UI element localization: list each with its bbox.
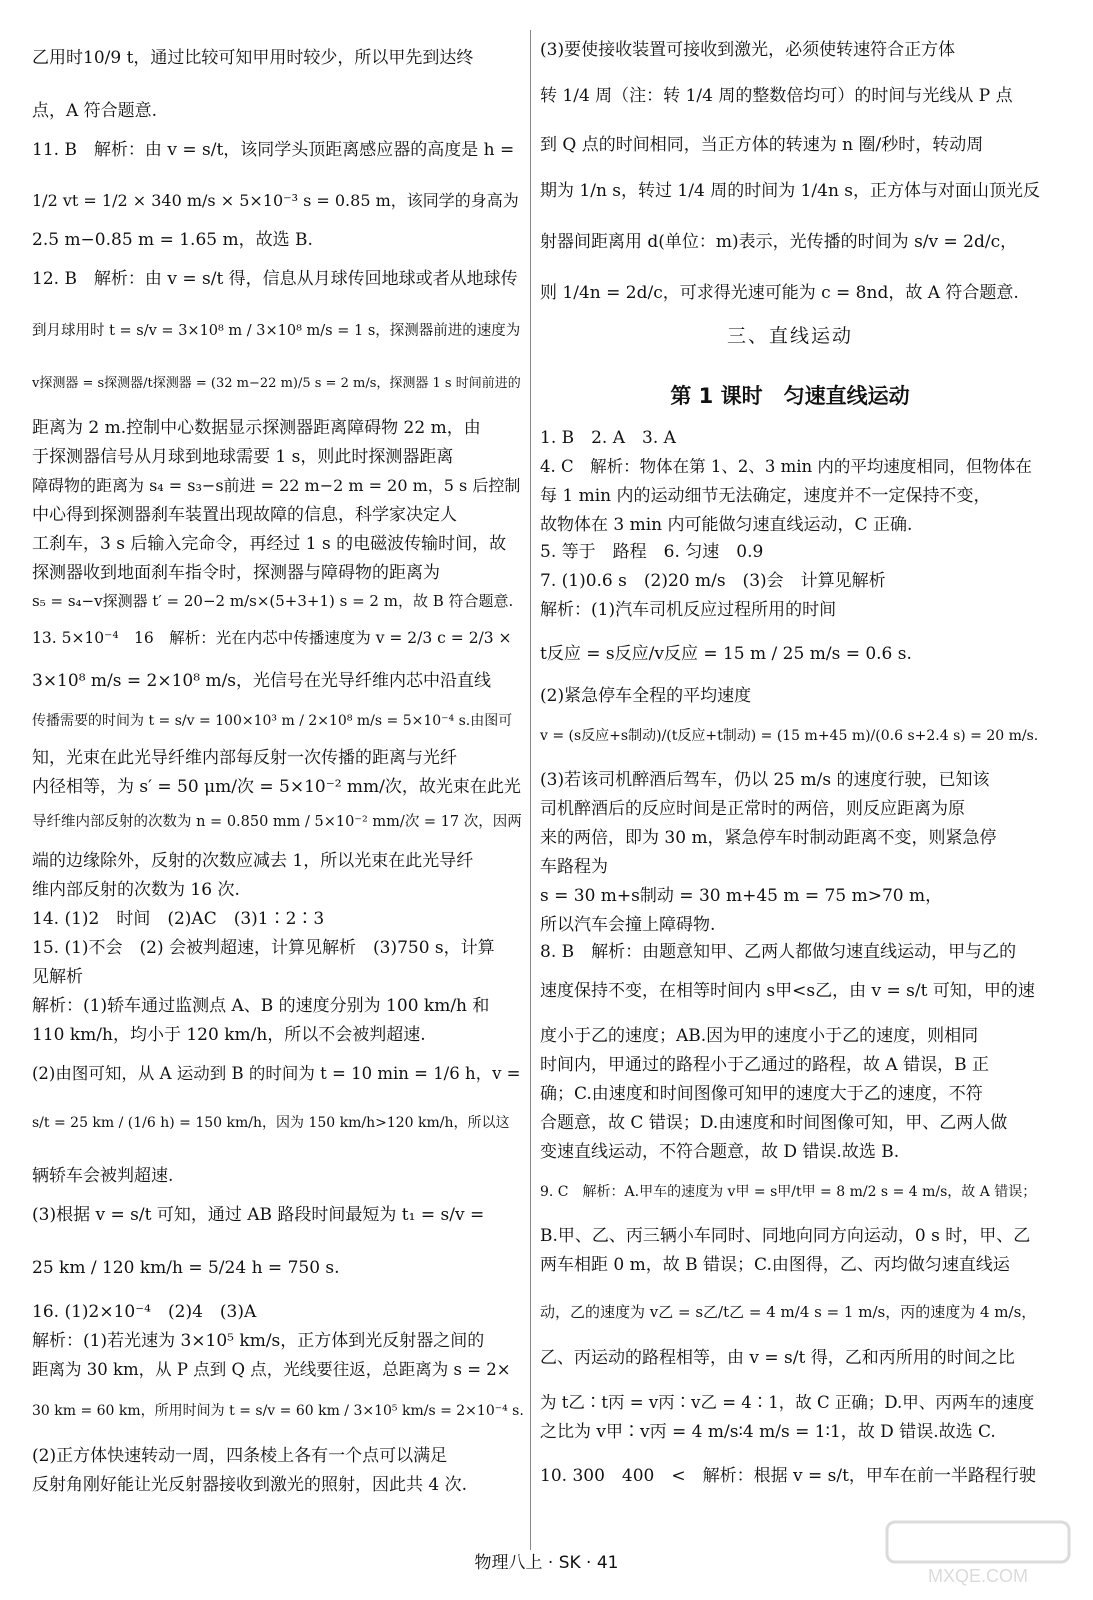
text-line: 度小于乙的速度；AB.因为甲的速度小于乙的速度，则相同	[540, 1026, 979, 1046]
section-title: 三、直线运动	[726, 325, 853, 347]
answer-item: 15. (1)不会 (2) 会被判超速，计算见解析 (3)750 s，计算	[32, 938, 495, 958]
text-line: 之比为 v甲∶v丙 = 4 m/s∶4 m/s = 1∶1，故 D 错误.故选 C.	[540, 1422, 996, 1442]
text-line: 维内部反射的次数为 16 次.	[32, 880, 240, 900]
answer-item: 8. B 解析：由题意知甲、乙两人都做匀速直线运动，甲与乙的	[540, 942, 1017, 962]
text-line: (2)正方体快速转动一周，四条棱上各有一个点可以满足	[32, 1446, 448, 1466]
text-line: 点，A 符合题意.	[32, 101, 158, 121]
text-line: 转 1/4 周（注：转 1/4 周的整数倍均可）的时间与光线从 P 点	[540, 86, 1013, 106]
text-line: (2)由图可知，从 A 运动到 B 的时间为 t = 10 min = 1/6 h，v =	[32, 1064, 521, 1083]
text-line: 故物体在 3 min 内可能做匀速直线运动，C 正确.	[540, 515, 913, 535]
text-line: s₅ = s₄−v探测器 t′ = 20−2 m/s×(5+3+1) s = 2 m，故 B 符合题意.	[32, 592, 514, 610]
text-line: 距离为 30 km，从 P 点到 Q 点，光线要往返，总距离为 s = 2×	[32, 1360, 511, 1379]
text-line: (3)若该司机醉酒后驾车，仍以 25 m/s 的速度行驶，已知该	[540, 770, 990, 790]
text-line: 25 km / 120 km/h = 5/24 h = 750 s.	[32, 1258, 340, 1278]
text-line: 反射角刚好能让光反射器接收到激光的照射，因此共 4 次.	[32, 1475, 468, 1495]
text-line: v = (s反应+s制动)/(t反应+t制动) = (15 m+45 m)/(0.6 s+2.4 s) = 20 m/s.	[540, 728, 1039, 744]
text-line: 3×10⁸ m/s = 2×10⁸ m/s，光信号在光导纤维内芯中沿直线	[32, 671, 492, 691]
text-line: 确；C.由速度和时间图像可知甲的速度大于乙的速度，不符	[540, 1084, 983, 1104]
text-line: 30 km = 60 km，所用时间为 t = s/v = 60 km / 3×10⁵ km/s = 2×10⁻⁴ s.	[32, 1403, 524, 1419]
text-line: 工刹车，3 s 后输入完命令，再经过 1 s 的电磁波传输时间，故	[32, 534, 507, 554]
text-line: B.甲、乙、丙三辆小车同时、同地向同方向运动，0 s 时，甲、乙	[540, 1226, 1031, 1246]
text-line: (3)要使接收装置可接收到激光，必须使转速符合正方体	[540, 40, 956, 60]
text-line: 乙用时10/9 t，通过比较可知甲用时较少，所以甲先到达终	[32, 48, 474, 68]
answer-item: 13. 5×10⁻⁴ 16 解析：光在内芯中传播速度为 v = 2/3 c = 2/3 ×	[32, 629, 512, 647]
text-line: 两车相距 0 m，故 B 错误；C.由图得，乙、丙均做匀速直线运	[540, 1255, 1010, 1275]
answer-item: 10. 300 400 < 解析：根据 v = s/t，甲车在前一半路程行驶	[540, 1466, 1036, 1486]
text-line: 中心得到探测器刹车装置出现故障的信息，科学家决定人	[32, 505, 457, 525]
text-line: 见解析	[32, 967, 83, 987]
answer-item: 14. (1)2 时间 (2)AC (3)1∶2∶3	[32, 909, 325, 929]
text-line: t反应 = s反应/v反应 = 15 m / 25 m/s = 0.6 s.	[540, 644, 912, 664]
svg-text:MXQE.COM: MXQE.COM	[927, 1566, 1029, 1586]
text-line: 导纤维内部反射的次数为 n = 0.850 mm / 5×10⁻² mm/次 = 17 次，因两	[32, 814, 522, 830]
text-line: v探测器 = s探测器/t探测器 = (32 m−22 m)/5 s = 2 m/s，探测器 1 s 时间前进的	[32, 376, 521, 391]
text-line: 于探测器信号从月球到地球需要 1 s，则此时探测器距离	[32, 447, 454, 467]
text-line: 到 Q 点的时间相同，当正方体的转速为 n 圈/秒时，转动周	[540, 135, 984, 155]
column-divider	[530, 30, 531, 1550]
text-line: 到月球用时 t = s/v = 3×10⁸ m / 3×10⁸ m/s = 1 s，探测器前进的速度为	[32, 323, 521, 339]
text-line: 解析：(1)汽车司机反应过程所用的时间	[540, 600, 837, 620]
answer-item: 7. (1)0.6 s (2)20 m/s (3)会 计算见解析	[540, 571, 886, 591]
text-line: (3)根据 v = s/t 可知，通过 AB 路段时间最短为 t₁ = s/v =	[32, 1205, 485, 1225]
answer-item: 1. B 2. A 3. A	[540, 428, 676, 448]
text-line: (2)紧急停车全程的平均速度	[540, 686, 752, 706]
text-line: 解析：(1)轿车通过监测点 A、B 的速度分别为 100 km/h 和	[32, 996, 490, 1016]
text-line: 每 1 min 内的运动细节无法确定，速度并不一定保持不变，	[540, 486, 991, 506]
text-line: 变速直线运动，不符合题意，故 D 错误.故选 B.	[540, 1142, 900, 1162]
answer-item: 16. (1)2×10⁻⁴ (2)4 (3)A	[32, 1302, 257, 1322]
answer-item: 12. B 解析：由 v = s/t 得，信息从月球传回地球或者从地球传	[32, 269, 518, 289]
text-line: 来的两倍，即为 30 m，紧急停车时制动距离不变，则紧急停	[540, 828, 997, 848]
watermark-logo-icon	[883, 1518, 1073, 1588]
text-line: 知，光束在此光导纤维内部每反射一次传播的距离与光纤	[32, 748, 457, 768]
text-line: 端的边缘除外，反射的次数应减去 1，所以光束在此光导纤	[32, 851, 474, 871]
text-line: 司机醉酒后的反应时间是正常时的两倍，则反应距离为原	[540, 799, 965, 819]
answer-item: 9. C 解析：A.甲车的速度为 v甲 = s甲/t甲 = 8 m/2 s = 4 m/s，故 A 错误；	[540, 1184, 1037, 1200]
text-line: 则 1/4n = 2d/c，可求得光速可能为 c = 8nd，故 A 符合题意.	[540, 283, 1019, 303]
answer-item: 4. C 解析：物体在第 1、2、3 min 内的平均速度相同，但物体在	[540, 457, 1032, 476]
text-line: 乙、丙运动的路程相等，由 v = s/t 得，乙和丙所用的时间之比	[540, 1348, 1015, 1368]
text-line: 期为 1/n s，转过 1/4 周的时间为 1/4n s，正方体与对面山顶光反	[540, 181, 1041, 201]
text-line: 1/2 vt = 1/2 × 340 m/s × 5×10⁻³ s = 0.85 m，该同学的身高为	[32, 191, 519, 210]
answer-item: 5. 等于 路程 6. 匀速 0.9	[540, 542, 764, 562]
text-line: 射器间距离用 d(单位：m)表示，光传播的时间为 s/v = 2d/c，	[540, 232, 1018, 252]
page-footer: 物理八上 · SK · 41	[474, 1553, 619, 1573]
text-line: 合题意，故 C 错误；D.由速度和时间图像可知，甲、乙两人做	[540, 1113, 1008, 1133]
text-line: 辆轿车会被判超速.	[32, 1166, 174, 1186]
text-line: 时间内，甲通过的路程小于乙通过的路程，故 A 错误，B 正	[540, 1055, 989, 1075]
text-line: 所以汽车会撞上障碍物.	[540, 915, 716, 935]
text-line: 动，乙的速度为 v乙 = s乙/t乙 = 4 m/4 s = 1 m/s，丙的速度为 4 m/s，	[540, 1303, 1037, 1321]
text-line: 内径相等，为 s′ = 50 μm/次 = 5×10⁻² mm/次，故光束在此光	[32, 777, 521, 797]
text-line: s/t = 25 km / (1/6 h) = 150 km/h，因为 150 km/h>120 km/h，所以这	[32, 1115, 510, 1131]
text-line: 距离为 2 m.控制中心数据显示探测器距离障碍物 22 m，由	[32, 418, 481, 438]
text-line: 速度保持不变，在相等时间内 s甲<s乙，由 v = s/t 可知，甲的速	[540, 981, 1035, 1001]
lesson-title: 第 1 课时 匀速直线运动	[670, 384, 910, 408]
text-line: 传播需要的时间为 t = s/v = 100×10³ m / 2×10⁸ m/s = 5×10⁻⁴ s.由图可	[32, 713, 513, 729]
answer-item: 11. B 解析：由 v = s/t，该同学头顶距离感应器的高度是 h =	[32, 140, 515, 160]
text-line: 探测器收到地面刹车指令时，探测器与障碍物的距离为	[32, 563, 440, 583]
answer-item: 2.5 m−0.85 m = 1.65 m，故选 B.	[32, 230, 313, 250]
text-line: 障碍物的距离为 s₄ = s₃−s前进 = 22 m−2 m = 20 m，5 s 后控制	[32, 476, 521, 495]
text-line: 解析：(1)若光速为 3×10⁵ km/s，正方体到光反射器之间的	[32, 1331, 485, 1351]
text-line: 110 km/h，均小于 120 km/h，所以不会被判超速.	[32, 1025, 426, 1045]
text-line: 车路程为	[540, 857, 608, 877]
text-line: 为 t乙∶t丙 = v丙∶v乙 = 4∶1，故 C 正确；D.甲、丙两车的速度	[540, 1393, 1035, 1412]
text-line: s = 30 m+s制动 = 30 m+45 m = 75 m>70 m，	[540, 886, 943, 906]
